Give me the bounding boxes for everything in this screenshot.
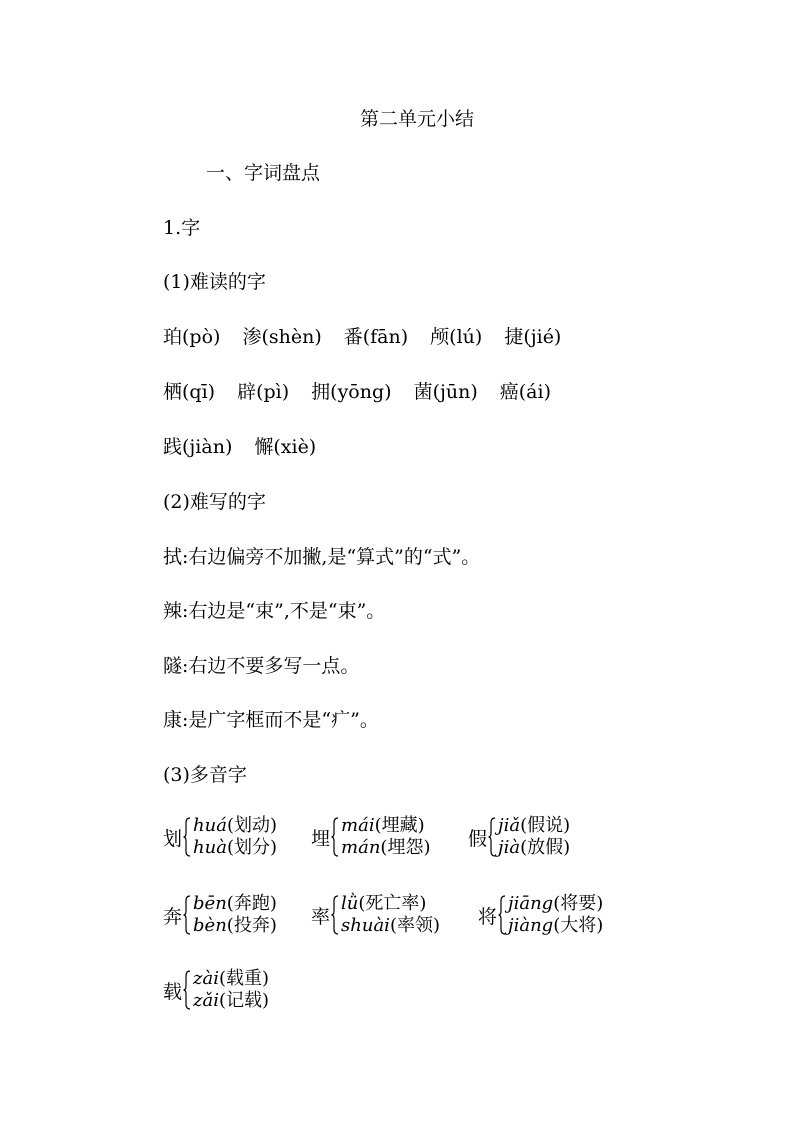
polyphonic-heading: (3)多音字 (163, 764, 247, 786)
char-entry: 拥(yōng) (311, 381, 392, 403)
hard-write-note: 隧:右边不要多写一点。 (163, 655, 360, 677)
example-word: (将要) (553, 893, 604, 914)
example-word: (率领) (389, 915, 440, 936)
page-title: 第二单元小结 (359, 108, 474, 130)
pinyin: jiàng (508, 915, 554, 936)
polyphonic-char: 埋 (311, 827, 331, 850)
brace-icon (488, 817, 496, 857)
example-word: (记载) (219, 990, 270, 1011)
char-entry: 懈(xiè) (254, 436, 317, 458)
pinyin: jiǎ (498, 815, 521, 836)
polyphonic-item (311, 815, 430, 859)
example-word: (划动) (226, 815, 277, 836)
hard-write-heading: (2)难写的字 (163, 491, 266, 513)
brace-icon (183, 817, 191, 857)
char-entry: 栖(qī) (163, 381, 216, 403)
brace-icon (331, 895, 339, 935)
polyphonic-char: 率 (311, 905, 331, 928)
char-entry: 践(jiàn) (163, 436, 233, 458)
brace-icon (331, 817, 339, 857)
char-entry: 菌(jūn) (413, 381, 478, 403)
char-entry: 辟(pì) (237, 381, 290, 403)
hard-read-row (163, 380, 551, 404)
pinyin: bèn (193, 915, 227, 936)
hard-write-note: 拭:右边偏旁不加撇,是“算式”的“式”。 (163, 546, 481, 568)
pinyin: lǜ (341, 893, 359, 914)
brace-icon (183, 895, 191, 935)
hard-read-row (163, 435, 316, 459)
pinyin: jiāng (508, 893, 554, 914)
polyphonic-item (163, 968, 269, 1012)
pinyin: huá (193, 815, 227, 836)
example-word: (埋藏) (374, 815, 425, 836)
pinyin: zǎi (193, 990, 219, 1011)
pinyin: mán (341, 837, 381, 858)
polyphonic-char: 载 (163, 980, 183, 1003)
polyphonic-char: 划 (163, 827, 183, 850)
polyphonic-char: 将 (478, 905, 498, 928)
char-entry: 捷(jié) (504, 326, 562, 348)
example-word: (载重) (219, 968, 270, 989)
pinyin: mái (341, 815, 375, 836)
brace-icon (183, 970, 191, 1010)
polyphonic-item (163, 893, 277, 937)
example-word: (假说) (520, 815, 571, 836)
subsection-heading: 1.字 (163, 217, 201, 239)
hard-write-note: 康:是广字框而不是“疒”。 (163, 709, 379, 731)
hard-read-heading: (1)难读的字 (163, 271, 266, 293)
example-word: (划分) (226, 837, 277, 858)
char-entry: 颅(lú) (430, 326, 483, 348)
example-word: (投奔) (226, 915, 277, 936)
char-entry: 渗(shèn) (242, 326, 322, 348)
polyphonic-char: 假 (468, 827, 488, 850)
section-heading: 一、字词盘点 (206, 162, 321, 184)
pinyin: zài (193, 968, 219, 989)
hard-read-row (163, 325, 561, 349)
example-word: (大将) (553, 915, 604, 936)
pinyin: shuài (341, 915, 390, 936)
example-word: (奔跑) (226, 893, 277, 914)
pinyin: huà (193, 837, 227, 858)
example-word: (死亡率) (358, 893, 427, 914)
example-word: (埋怨) (380, 837, 431, 858)
polyphonic-item (468, 815, 570, 859)
polyphonic-item (478, 893, 603, 937)
polyphonic-item (163, 815, 277, 859)
example-word: (放假) (520, 837, 571, 858)
char-entry: 番(fān) (343, 326, 409, 348)
hard-write-note: 辣:右边是“束”,不是“束”。 (163, 600, 386, 622)
pinyin: bēn (193, 893, 227, 914)
pinyin: jià (498, 837, 521, 858)
polyphonic-char: 奔 (163, 905, 183, 928)
char-entry: 癌(ái) (499, 381, 551, 403)
brace-icon (498, 895, 506, 935)
char-entry: 珀(pò) (163, 326, 221, 348)
polyphonic-item (311, 893, 440, 937)
